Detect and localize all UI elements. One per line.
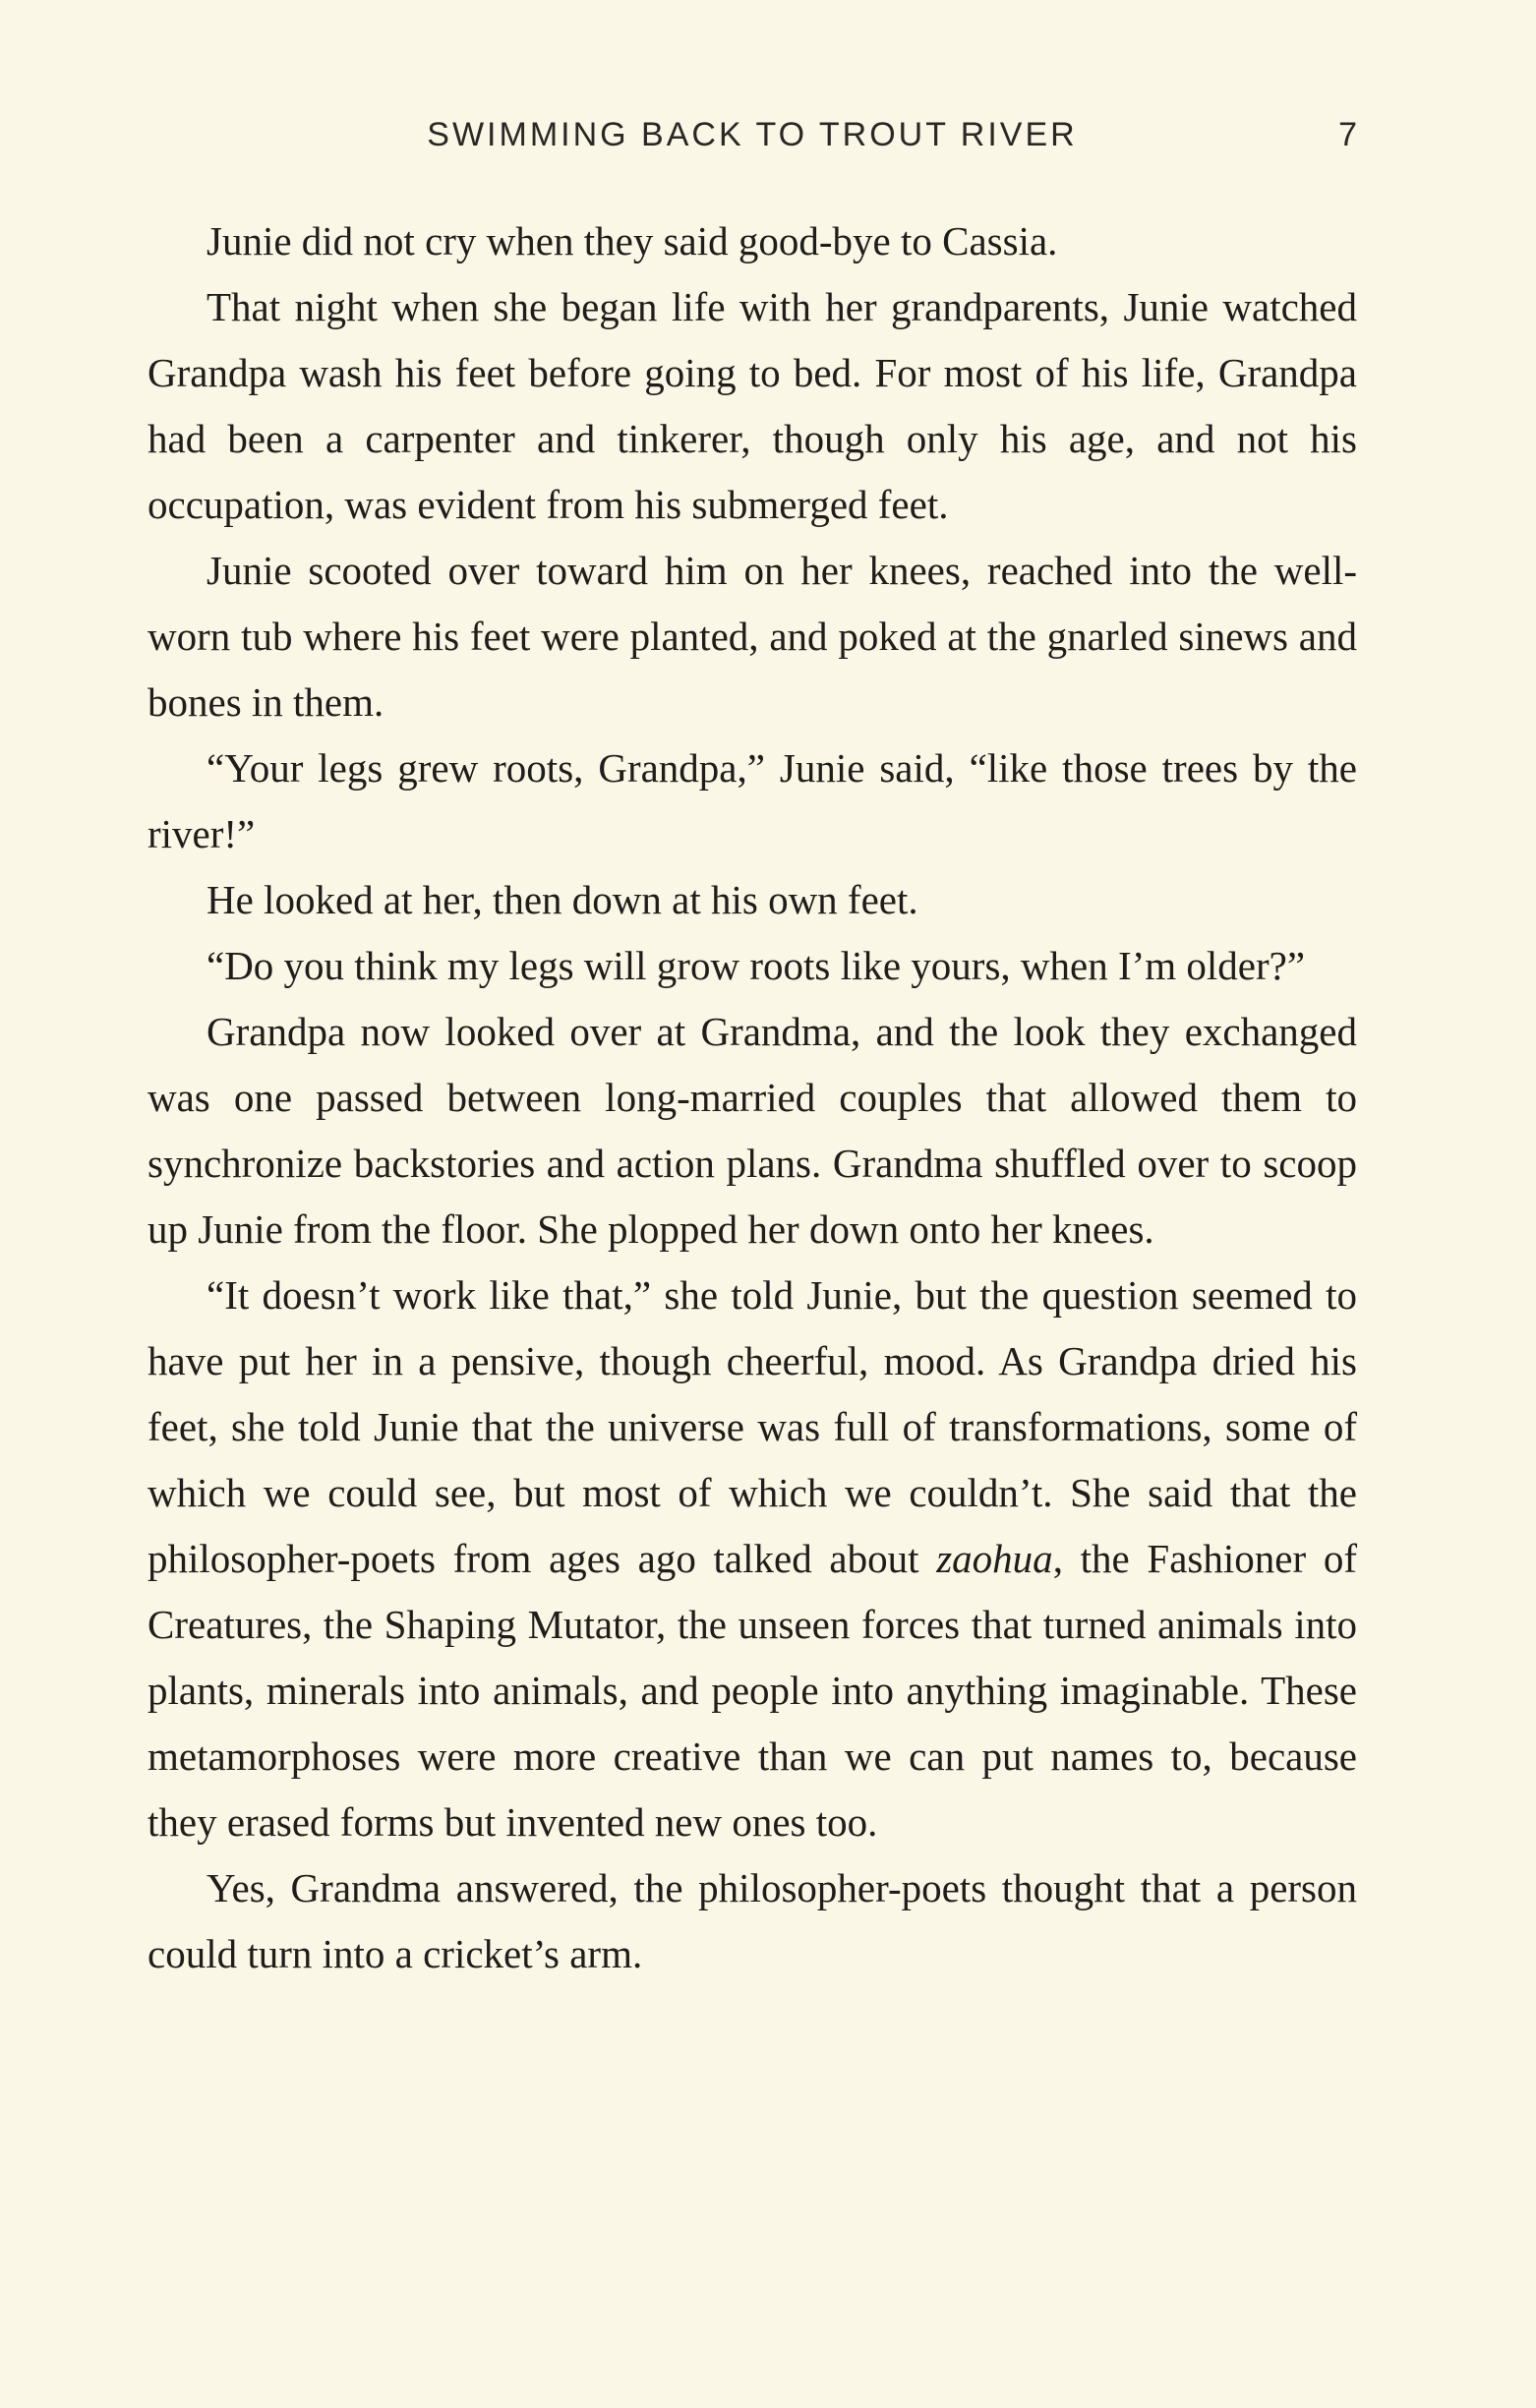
paragraph: Grandpa now looked over at Grandma, and the look they exchanged was one passed between long-married couples that allowed them to synchronize backstories and action plans. Grandma shuffled over to scoop up Junie from the floor. She plopped her down onto her knees. [148,1009,1357,1252]
body-text [148,208,1357,1987]
paragraph: Yes, Grandma answered, the philosopher-poets thought that a person could turn into a cricket’s arm. [148,1865,1357,1976]
paragraph: That night when she began life with her grandparents, Junie watched Grandpa wash his feet before going to bed. For most of his life, Grandpa had been a carpenter and tinkerer, though only his age, and not his occupation, was evident from his submerged feet. [148,284,1357,527]
paragraph: Junie scooted over toward him on her knees, reached into the well-worn tub where his feet were planted, and poked at the gnarled sinews and bones in them. [148,548,1357,725]
paragraph: He looked at her, then down at his own feet. [207,877,918,922]
paragraph: “Your legs grew roots, Grandpa,” Junie said, “like those trees by the river!” [148,745,1357,856]
running-title: SWIMMING BACK TO TROUT RIVER [427,116,1078,153]
page-number: 7 [1338,116,1357,153]
italic-term: zaohua [936,1536,1053,1581]
paragraph: Junie did not cry when they said good-bye to Cassia. [207,218,1058,264]
paragraph-text: , the Fashioner of Creatures, the Shaping Mutator, the unseen forces that turned animals into plants, minerals into animals, and people into anything imaginable. These metamorphoses were more creative than we can put names to, because they erased forms but invented new ones too. [148,1536,1357,1845]
paragraph: “Do you think my legs will grow roots like yours, when I’m older?” [207,943,1306,988]
running-head [148,116,1357,165]
paragraph-text: “It doesn’t work like that,” she told Junie, but the question seemed to have put her in a pensive, though cheerful, mood. As Grandpa dried his feet, she told Junie that the universe was full of transformations, some of which we could see, but most of which we couldn’t. She said that the philosopher-poets from ages ago talked about [148,1272,1357,1581]
paragraph-with-italic [148,1263,1357,1855]
